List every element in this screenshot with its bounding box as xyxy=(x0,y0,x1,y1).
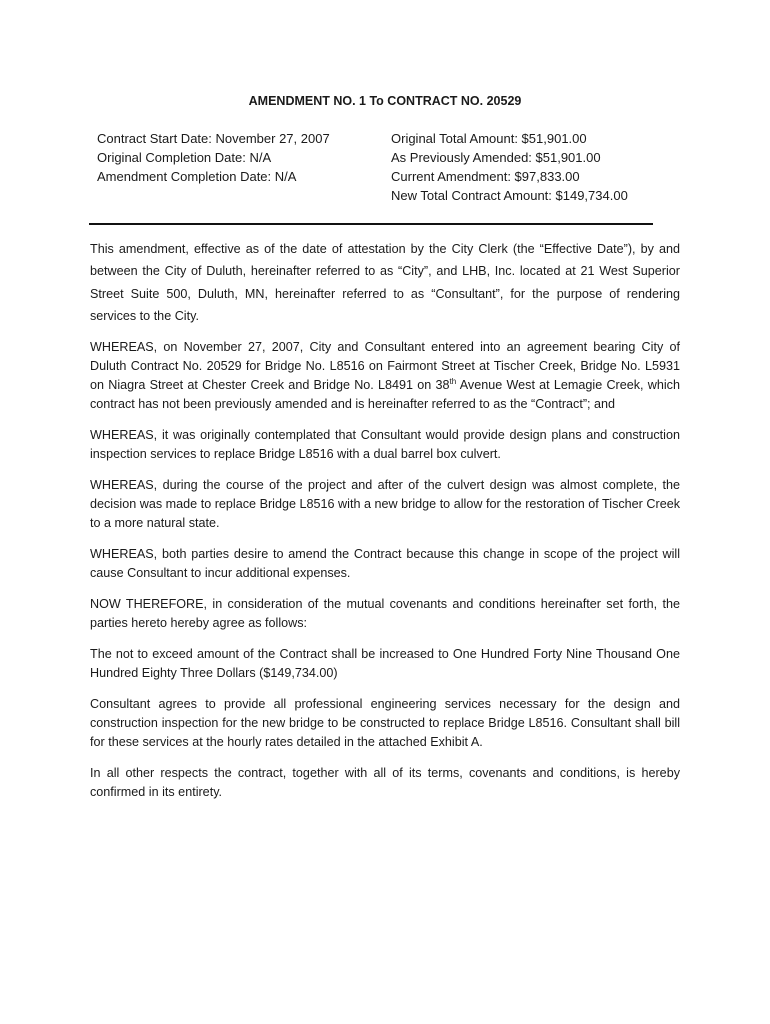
whereas-paragraph-3: WHEREAS, during the course of the project and after of the culvert design was almost complete, the decision was made to replace Bridge L8516 with a new bridge to allow for the restoration of Tischer Creek to a more natural state. xyxy=(90,478,680,531)
new-total-contract-amount: New Total Contract Amount: $149,734.00 xyxy=(391,188,628,203)
whereas-paragraph-4: WHEREAS, both parties desire to amend the Contract because this change in scope of the project will cause Consultant to incur additional expenses. xyxy=(90,547,680,581)
whereas-paragraph-1 xyxy=(90,338,680,414)
amendment-completion-date: Amendment Completion Date: N/A xyxy=(97,169,297,184)
services-clause-paragraph: Consultant agrees to provide all professional engineering services necessary for the design and construction inspection for the new bridge to be constructed to replace Bridge L8516. Consultant shall bill for these services at the hourly rates detailed in the attached Exhibit A. xyxy=(90,697,680,750)
document-body xyxy=(90,238,680,814)
whereas-paragraph-2: WHEREAS, it was originally contemplated that Consultant would provide design plans and construction inspection services to replace Bridge L8516 with a dual barrel box culvert. xyxy=(90,428,680,462)
document-title: AMENDMENT NO. 1 To CONTRACT NO. 20529 xyxy=(248,94,522,108)
closing-paragraph: In all other respects the contract, together with all of its terms, covenants and conditions, is hereby confirmed in its entirety. xyxy=(90,766,680,800)
intro-paragraph: This amendment, effective as of the date of attestation by the City Clerk (the “Effective Date”), by and between the City of Duluth, hereinafter referred to as “City”, and LHB, Inc. located at 21 West Superior Street Suite 500, Duluth, MN, hereinafter referred to as “Consultant”, for the purpose of rendering services to the City. xyxy=(90,242,680,323)
contract-dates xyxy=(97,129,330,186)
contract-start-date: Contract Start Date: November 27, 2007 xyxy=(97,131,330,146)
divider-rule xyxy=(89,223,653,225)
original-completion-date: Original Completion Date: N/A xyxy=(97,150,272,165)
ordinal-superscript: th xyxy=(449,377,457,386)
original-total-amount: Original Total Amount: $51,901.00 xyxy=(391,131,587,146)
now-therefore-paragraph: NOW THEREFORE, in consideration of the mutual covenants and conditions hereinafter set forth, the parties hereto hereby agree as follows: xyxy=(90,597,680,631)
previously-amended-amount: As Previously Amended: $51,901.00 xyxy=(391,150,601,165)
whereas-1-text-b: Avenue West at Lemagie Creek, which contract has not been previously amended and is hereinafter referred to as the “Contract”; and xyxy=(90,378,680,412)
whereas-1-text-a: WHEREAS, on November 27, 2007, City and Consultant entered into an agreement bearing City of Duluth Contract No. 20529 for Bridge No. L8516 on Fairmont Street at Tischer Creek, Bridge No. L5931 on Niagra Street at Chester Creek and Bridge No. L8491 on 38 xyxy=(90,340,680,393)
current-amendment-amount: Current Amendment: $97,833.00 xyxy=(391,169,580,184)
amount-clause-paragraph: The not to exceed amount of the Contract shall be increased to One Hundred Forty Nine Thousand One Hundred Eighty Three Dollars ($149,734.00) xyxy=(90,647,680,681)
contract-amounts xyxy=(391,129,628,205)
